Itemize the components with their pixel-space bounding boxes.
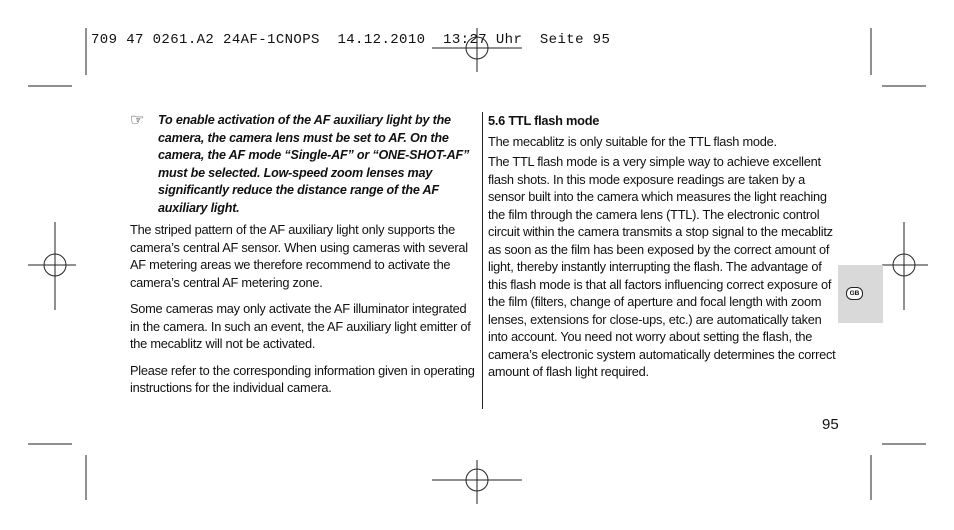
registration-target-icon bbox=[432, 460, 522, 504]
language-badge: GB bbox=[846, 287, 863, 300]
paragraph: The striped pattern of the AF auxiliary light only supports the camera’s central AF sensor. When using cameras with several AF metering areas we therefore recommend to activate the camera’s central AF metering zone. bbox=[130, 222, 468, 290]
paragraph: Some cameras may only activate the AF illuminator integrated in the camera. In such an event, the AF auxiliary light emitter of the mecablitz will not be activated. bbox=[130, 301, 471, 351]
registration-target-icon bbox=[28, 222, 76, 310]
registration-target-icon bbox=[432, 28, 522, 72]
right-column bbox=[488, 112, 836, 384]
left-column bbox=[130, 221, 475, 406]
paragraph: Please refer to the corresponding information given in operating instructions for the individual camera. bbox=[130, 362, 475, 395]
registration-target-icon bbox=[882, 222, 928, 310]
pointing-hand-icon: ☞ bbox=[130, 112, 145, 129]
print-slug: 709 47 0261.A2 24AF-1CNOPS 14.12.2010 13:27 Uhr Seite 95 bbox=[91, 32, 611, 48]
page-number: 95 bbox=[822, 416, 839, 433]
paragraph: The TTL flash mode is a very simple way to achieve excellent flash shots. In this mode exposure readings are taken by a sensor built into the camera which measures the light reaching the film through the camera lens (TTL). The electronic control circuit within the camera transmits a stop signal to the mecablitz as soon as the film has been exposed by the correct amount of light, thereby instantly interrupting the flash. The advantage of this flash mode is that all factors influencing correct exposure of the film (filters, change of aperture and focal length with zoom lenses, extensions for close-ups, etc.) are automatically taken into account. You need not worry about setting the flash, the camera’s electronic system automatically determines the correct amount of flash light required. bbox=[488, 154, 836, 379]
column-divider bbox=[482, 112, 483, 409]
language-tab bbox=[838, 265, 883, 323]
note-text: To enable activation of the AF auxiliary light by the camera, the camera lens must be set to AF. On the camera, the AF mode “Single-AF” or “ONE-SHOT-AF” must be selected. Low-speed zoom lenses may significantly reduce the distance range of the AF auxiliary light. bbox=[158, 113, 470, 215]
note-block bbox=[130, 112, 475, 217]
section-title: 5.6 TTL flash mode bbox=[488, 113, 600, 128]
paragraph: The mecablitz is only suitable for the TTL flash mode. bbox=[488, 133, 777, 149]
